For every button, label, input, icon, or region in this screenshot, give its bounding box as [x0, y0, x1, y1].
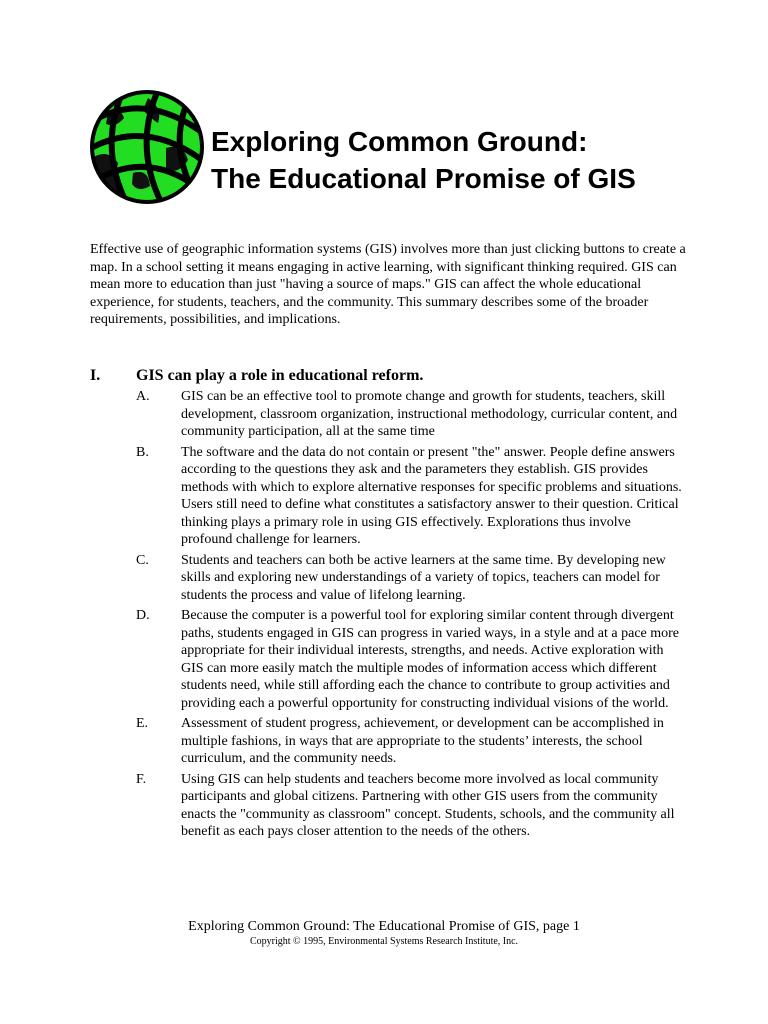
title-line-2: The Educational Promise of GIS — [211, 163, 636, 194]
footer-page-line: Exploring Common Ground: The Educational Promise of GIS, page 1 — [188, 919, 580, 934]
list-item — [136, 715, 684, 768]
intro-paragraph: Effective use of geographic information systems (GIS) involves more than just clicking buttons to create a map. In a school setting it means engaging in active learning, with significant thinking required. GIS can mean more to education than just "having a source of maps." GIS can affect the whole educational experience, for students, teachers, and the community. This summary describes some of the broader requirements, possibilities, and implications. — [90, 242, 686, 327]
title-line-1: Exploring Common Ground: — [211, 126, 588, 157]
list-item — [136, 552, 684, 605]
item-letter: D. — [136, 608, 150, 623]
page-footer — [0, 918, 768, 948]
list-item — [136, 444, 684, 549]
item-letter: A. — [136, 389, 150, 404]
item-text: Because the computer is a powerful tool for exploring similar content through divergent paths, students engaged in GIS can progress in varied ways, in a style and at a pace more appropriate for their individual interests, strengths, and needs. Active exploration with GIS can more easily match the multiple modes of information access which different students need, while still affording each the chance to contribute to group activities and providing each a powerful opportunity for constructing individual visions of the world. — [181, 608, 680, 711]
item-text: Using GIS can help students and teachers become more involved as local community participants and global citizens. Partnering with other GIS users from the community enacts the "community as classroom" concept. Students, schools, and the community all benefit as each pays closer attention to the needs of the others. — [181, 771, 675, 839]
section-items — [136, 388, 684, 844]
item-text: Assessment of student progress, achievement, or development can be accomplished in multiple fashions, in ways that are appropriate to the students’ interests, the school curriculum, and the community needs. — [181, 716, 664, 766]
item-text: The software and the data do not contain or present "the" answer. People define answers according to the questions they ask and the parameters they establish. GIS provides methods with which to explore alternative responses for specific problems and situations. Users still need to define what constitutes a satisfactory answer to their question. Critical thinking plays a primary role in using GIS effectively. Explorations thus involve profound challenge for learners. — [181, 444, 682, 547]
item-letter: F. — [136, 771, 147, 787]
list-item — [136, 607, 684, 712]
list-item — [136, 388, 684, 441]
item-letter: C. — [136, 552, 149, 568]
section-number: I. — [90, 367, 101, 384]
section-title: GIS can play a role in educational reform. — [136, 367, 424, 384]
footer-copyright: Copyright © 1995, Environmental Systems Research Institute, Inc. — [249, 936, 519, 947]
item-letter: B. — [136, 444, 149, 460]
globe-icon — [88, 88, 206, 206]
list-item — [136, 771, 684, 841]
item-text: GIS can be an effective tool to promote change and growth for students, teachers, skill development, classroom organization, instructional methodology, curricular content, and community participation, all at the same time — [181, 389, 678, 439]
item-text: Students and teachers can both be active learners at the same time. By developing new skills and exploring new understandings of a variety of topics, teachers can model for students the process and value of lifelong learning. — [181, 552, 666, 603]
item-letter: E. — [136, 716, 149, 731]
document-title — [211, 123, 636, 197]
